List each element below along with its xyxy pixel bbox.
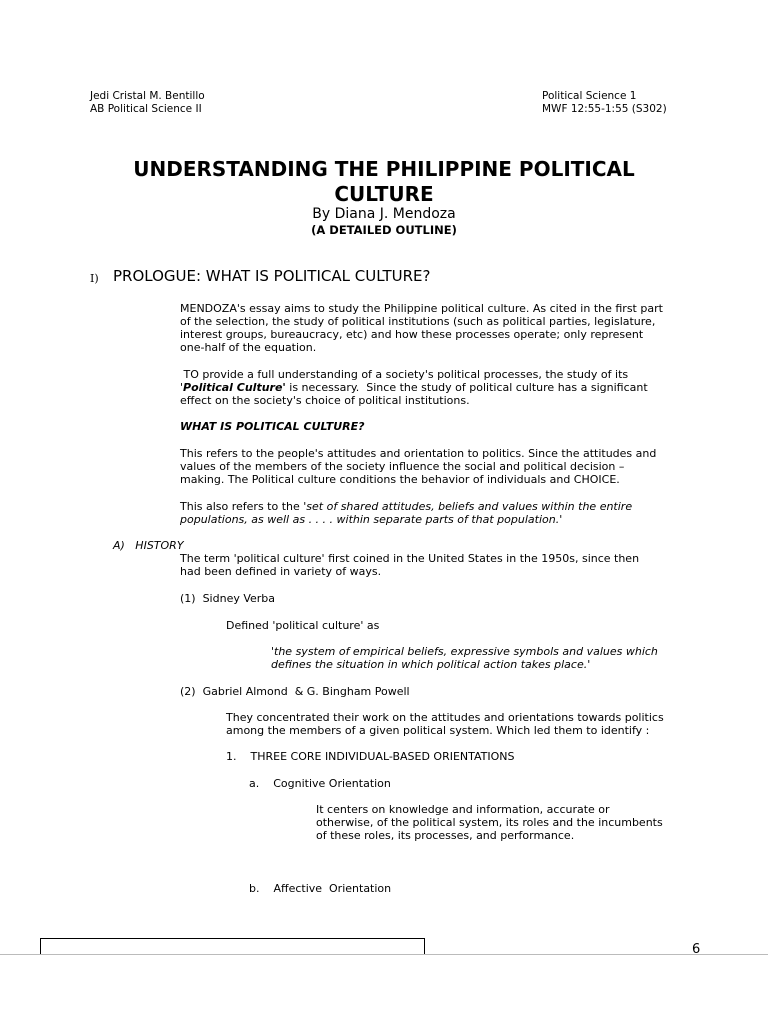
author-course: AB Political Science II bbox=[90, 103, 202, 115]
text-line: one-half of the equation. bbox=[180, 341, 317, 354]
text-line: otherwise, of the political system, its roles and the incumbents bbox=[316, 816, 663, 829]
quoted-text: defines the situation in which political action takes place.' bbox=[271, 658, 591, 671]
text-fragment: is necessary. Since the study of political culture has a significant bbox=[285, 381, 648, 394]
paragraph-definition bbox=[180, 447, 677, 486]
almond-text bbox=[226, 711, 664, 737]
text-line: The term 'political culture' first coined in the United States in the 1950s, since then bbox=[180, 552, 640, 565]
paragraph-intro bbox=[180, 302, 677, 354]
text-line: effect on the society's choice of political institutions. bbox=[180, 394, 470, 407]
subheading: WHAT IS POLITICAL CULTURE? bbox=[180, 420, 365, 433]
text-line: It centers on knowledge and information, accurate or bbox=[316, 803, 610, 816]
text-line: They concentrated their work on the attitudes and orientations towards politics bbox=[226, 711, 664, 724]
affective-orientation-label: b. Affective Orientation bbox=[249, 882, 392, 895]
section-marker: I) bbox=[90, 272, 99, 285]
text-line: TO provide a full understanding of a society's political processes, the study of its bbox=[180, 368, 629, 381]
quoted-text: populations, as well as . . . . within separate parts of that population.' bbox=[180, 513, 563, 526]
cognitive-orientation-label: a. Cognitive Orientation bbox=[249, 777, 391, 790]
document-note: (A DETAILED OUTLINE) bbox=[311, 223, 457, 237]
text-line: of these roles, its processes, and performance. bbox=[316, 829, 575, 842]
document-title-line2: CULTURE bbox=[334, 182, 434, 206]
document-byline: By Diana J. Mendoza bbox=[312, 206, 456, 222]
text-line: This refers to the people's attitudes and orientation to politics. Since the attitudes and bbox=[180, 447, 657, 460]
quoted-text: 'the system of empirical beliefs, expressive symbols and values which bbox=[271, 645, 658, 658]
verba-defined: Defined 'political culture' as bbox=[226, 619, 380, 632]
almond-label: (2) Gabriel Almond & G. Bingham Powell bbox=[180, 685, 410, 698]
subject-name: Political Science 1 bbox=[542, 90, 637, 102]
verba-quote bbox=[271, 645, 658, 671]
text-fragment: This also refers to the bbox=[180, 500, 304, 513]
footer-box bbox=[40, 938, 425, 955]
text-line: of the selection, the study of political institutions (such as political parties, legislature, bbox=[180, 315, 656, 328]
text-line: interest groups, bureaucracy, etc) and how these processes operate; only represent bbox=[180, 328, 644, 341]
footer-rule bbox=[0, 954, 768, 955]
text-line bbox=[180, 381, 677, 394]
quoted-text: 'set of shared attitudes, beliefs and values within the entire bbox=[303, 500, 633, 513]
cognitive-orientation-text bbox=[316, 803, 663, 842]
page-number: 6 bbox=[692, 942, 701, 957]
text-line: among the members of a given political system. Which led them to identify : bbox=[226, 724, 650, 737]
core-orientations-label: 1. THREE CORE INDIVIDUAL-BASED ORIENTATIONS bbox=[226, 750, 515, 763]
history-text bbox=[180, 552, 677, 578]
paragraph-full-understanding bbox=[180, 368, 677, 407]
emphasis-term: Political Culture' bbox=[183, 381, 286, 394]
text-line bbox=[180, 500, 677, 513]
paragraph-shared-attitudes bbox=[180, 500, 677, 526]
section-heading: PROLOGUE: WHAT IS POLITICAL CULTURE? bbox=[113, 267, 431, 285]
text-line: had been defined in variety of ways. bbox=[180, 565, 382, 578]
text-fragment: ' bbox=[180, 381, 184, 394]
text-line: making. The Political culture conditions the behavior of individuals and CHOICE. bbox=[180, 473, 620, 486]
text-line: values of the members of the society influence the social and political decision – bbox=[180, 460, 625, 473]
document-title-line1: UNDERSTANDING THE PHILIPPINE POLITICAL bbox=[133, 157, 635, 181]
verba-label: (1) Sidney Verba bbox=[180, 592, 276, 605]
class-schedule: MWF 12:55-1:55 (S302) bbox=[542, 103, 667, 115]
history-label: A) HISTORY bbox=[113, 539, 184, 552]
author-name: Jedi Cristal M. Bentillo bbox=[90, 90, 205, 102]
text-line: MENDOZA's essay aims to study the Philippine political culture. As cited in the first part bbox=[180, 302, 663, 315]
